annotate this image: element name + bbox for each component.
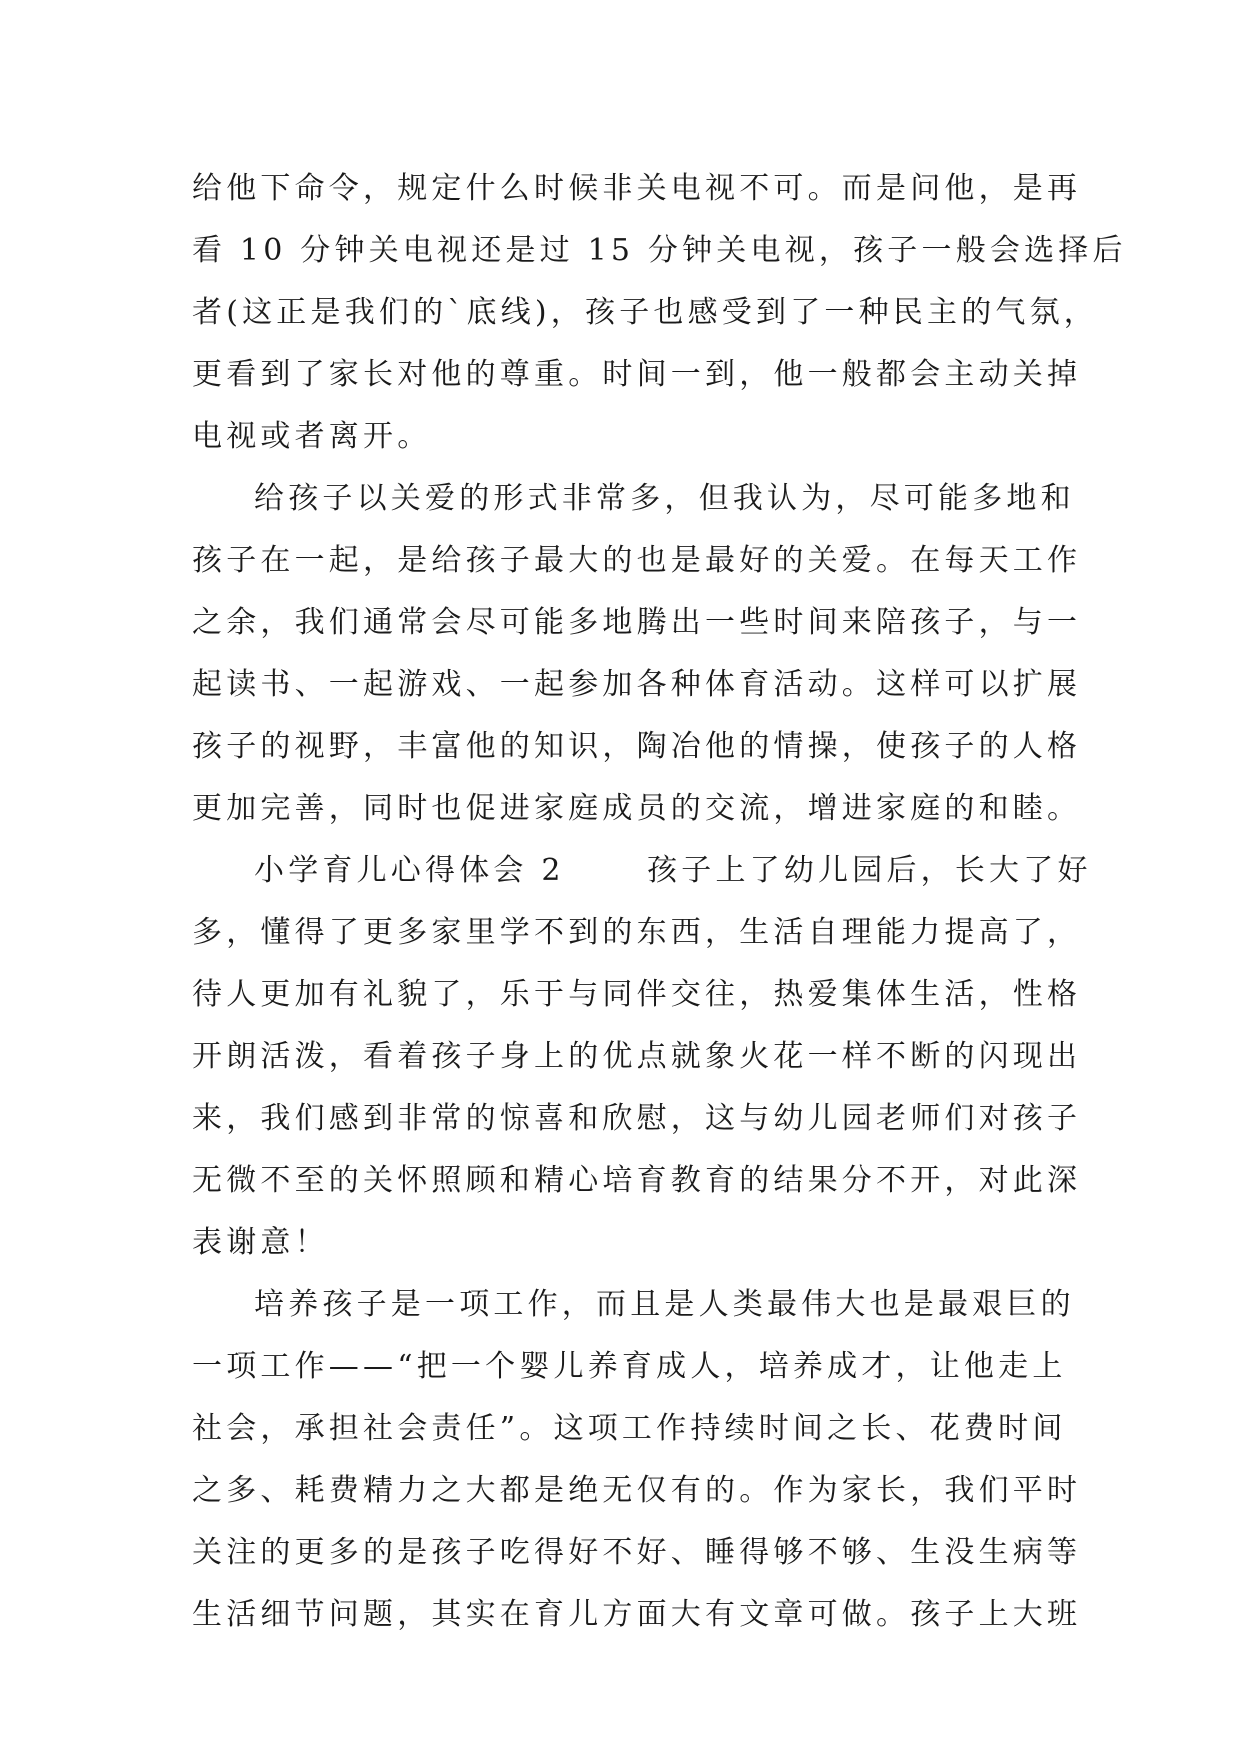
text-line: 关注的更多的是孩子吃得好不好、睡得够不够、生没生病等 xyxy=(192,1535,1082,1570)
text-line: 多，懂得了更多家里学不到的东西，生活自理能力提高了， xyxy=(192,915,1082,950)
text-line: 更加完善，同时也促进家庭成员的交流，增进家庭的和睦。 xyxy=(192,791,1082,826)
text-line: 给他下命令，规定什么时候非关电视不可。而是问他，是再 xyxy=(192,171,1082,206)
text-line: 待人更加有礼貌了，乐于与同伴交往，热爱集体生活，性格 xyxy=(192,977,1082,1012)
text-line: 一项工作——“把一个婴儿养育成人，培养成才，让他走上 xyxy=(192,1349,1067,1384)
text-line: 更看到了家长对他的尊重。时间一到，他一般都会主动关掉 xyxy=(192,357,1082,392)
text-line: 来，我们感到非常的惊喜和欣慰，这与幼儿园老师们对孩子 xyxy=(192,1101,1082,1136)
text-line: 开朗活泼，看着孩子身上的优点就象火花一样不断的闪现出 xyxy=(192,1039,1082,1074)
text-line: 表谢意！ xyxy=(192,1225,329,1260)
text-line: 起读书、一起游戏、一起参加各种体育活动。这样可以扩展 xyxy=(192,667,1082,702)
text-line: 无微不至的关怀照顾和精心培育教育的结果分不开，对此深 xyxy=(192,1163,1082,1198)
text-line: 电视或者离开。 xyxy=(192,419,432,454)
body-text xyxy=(192,158,1127,1646)
text-line: 之多、耗费精力之大都是绝无仅有的。作为家长，我们平时 xyxy=(192,1473,1082,1508)
text-line: 看 10 分钟关电视还是过 15 分钟关电视，孩子一般会选择后 xyxy=(192,233,1127,268)
text-line: 孩子的视野，丰富他的知识，陶冶他的情操，使孩子的人格 xyxy=(192,729,1082,764)
text-line: 者(这正是我们的`底线)，孩子也感受到了一种民主的气氛， xyxy=(192,295,1099,330)
paragraph-first-line: 给孩子以关爱的形式非常多，但我认为，尽可能多地和 xyxy=(254,481,1075,516)
paragraph-first-line: 小学育儿心得体会 2 孩子上了幼儿园后，长大了好 xyxy=(254,853,1092,888)
text-line: 孩子在一起，是给孩子最大的也是最好的关爱。在每天工作 xyxy=(192,543,1082,578)
text-line: 社会，承担社会责任”。这项工作持续时间之长、花费时间 xyxy=(192,1411,1067,1446)
text-line: 之余，我们通常会尽可能多地腾出一些时间来陪孩子，与一 xyxy=(192,605,1082,640)
text-line: 生活细节问题，其实在育儿方面大有文章可做。孩子上大班 xyxy=(192,1597,1082,1632)
paragraph-first-line: 培养孩子是一项工作，而且是人类最伟大也是最艰巨的 xyxy=(254,1287,1075,1322)
